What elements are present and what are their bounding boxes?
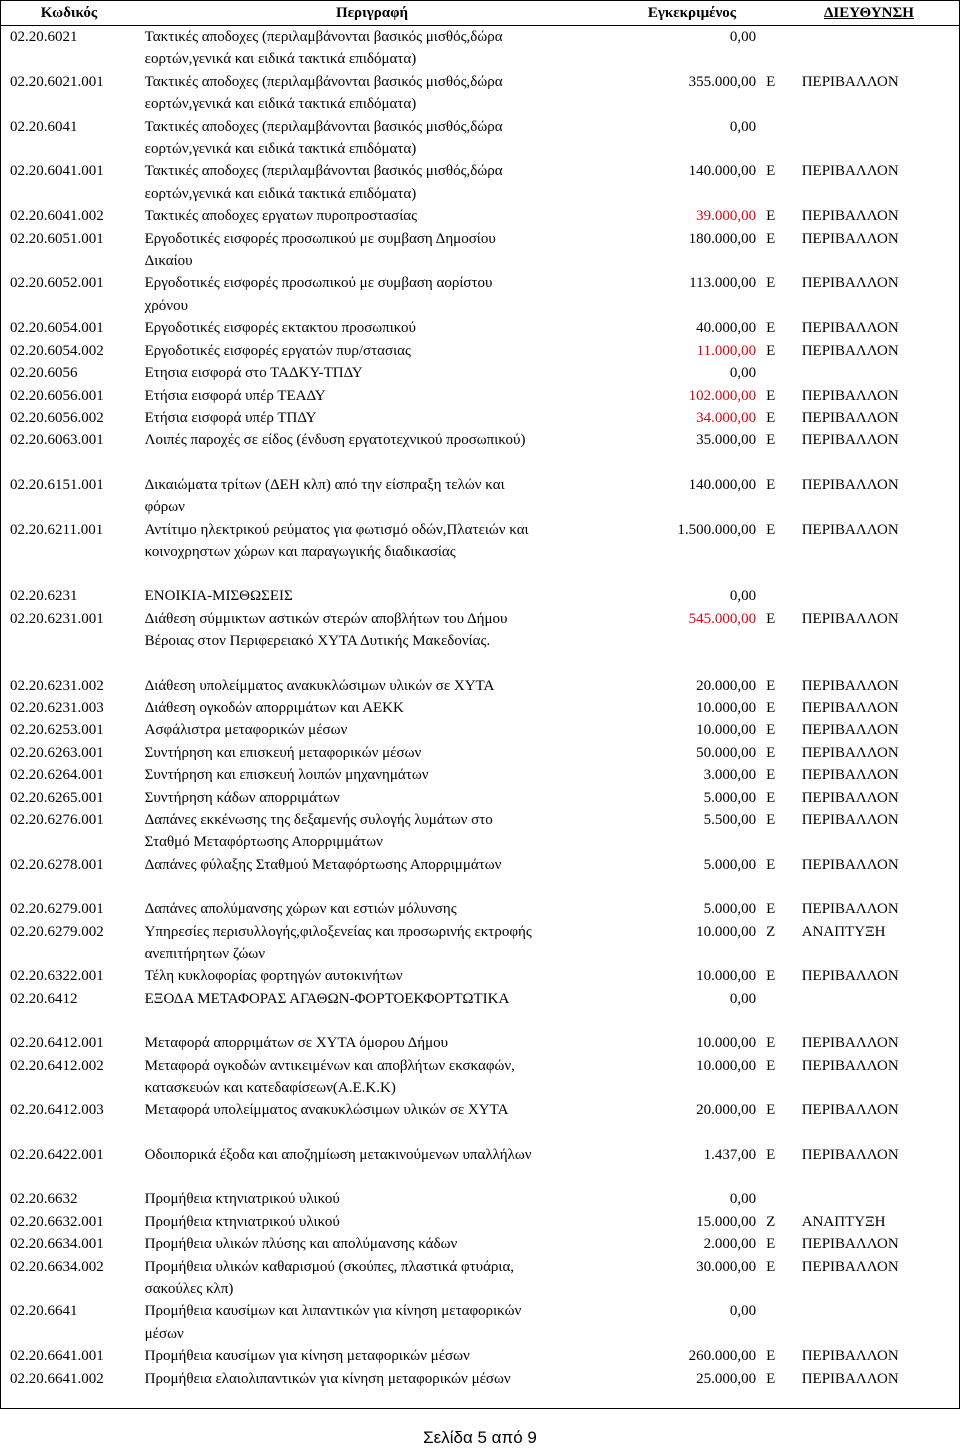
account-code: 02.20.6041: [10, 118, 78, 135]
account-description: Μεταφορά υπολείμματος ανακυκλώσιμων υλικών σε ΧΥΤΑ: [144, 1102, 509, 1119]
header-directorate: ΔΙΕΥΘΥΝΣΗ: [824, 4, 914, 21]
approved-amount: 30.000,00: [696, 1258, 757, 1275]
table-row: [0, 317, 960, 339]
account-code: 02.20.6041.001: [10, 163, 104, 180]
account-code: 02.20.6021: [10, 29, 78, 45]
directorate-letter: Ε: [766, 1146, 776, 1163]
directorate-letter: [756, 585, 802, 607]
table-row: [0, 1144, 960, 1166]
directorate-letter: Ε: [766, 230, 776, 247]
directorate-letter: Ε: [766, 699, 776, 716]
directorate-letter: Ε: [766, 722, 776, 739]
directorate-name: ΠΕΡΙΒΑΛΛΟΝ: [801, 677, 899, 694]
directorate-name: ΠΕΡΙΒΑΛΛΟΝ: [801, 320, 899, 337]
table-row: [0, 160, 960, 205]
row-spacer: [0, 653, 960, 675]
directorate-letter: Ζ: [766, 923, 776, 940]
account-description: Εργοδοτικές εισφορές εργατών πυρ/στασιας: [144, 342, 411, 359]
account-description: Συντήρηση κάδων απορριμάτων: [144, 789, 340, 806]
account-description: Προμήθεια καυσίμων και λιπαντικών για κίνηση μεταφορικών μέσων: [144, 1303, 522, 1342]
approved-amount: 40.000,00: [696, 320, 757, 337]
directorate-letter: Ε: [766, 1348, 776, 1365]
directorate-name: ΠΕΡΙΒΑΛΛΟΝ: [801, 1236, 899, 1253]
table-row: [0, 697, 960, 719]
table-row: [0, 1211, 960, 1233]
table-row: [0, 787, 960, 809]
directorate-name: [802, 988, 960, 1010]
directorate-name: ΠΕΡΙΒΑΛΛΟΝ: [801, 856, 899, 873]
directorate-name: ΠΕΡΙΒΑΛΛΟΝ: [801, 163, 899, 180]
account-description: Προμήθεια υλικών καθαρισμού (σκούπες, πλαστικά φτυάρια, σακούλες κλπ): [144, 1258, 515, 1297]
table-row: [0, 205, 960, 227]
account-code: 02.20.6231: [10, 588, 78, 605]
directorate-name: [802, 116, 960, 161]
account-code: 02.20.6412: [10, 990, 78, 1007]
directorate-name: ΠΕΡΙΒΑΛΛΟΝ: [801, 230, 899, 247]
table-row: [0, 385, 960, 407]
account-description: Ετήσια εισφορά υπέρ ΤΕΑΔΥ: [144, 387, 326, 404]
account-description: Προμήθεια κτηνιατρικού υλικού: [144, 1191, 340, 1208]
table-row: [0, 608, 960, 653]
approved-amount: 140.000,00: [688, 476, 757, 493]
directorate-letter: Ε: [766, 812, 776, 828]
header-description: Περιγραφή: [335, 4, 409, 21]
account-code: 02.20.6279.001: [10, 901, 104, 918]
table-row: [0, 764, 960, 786]
account-code: 02.20.6253.001: [10, 722, 104, 739]
account-description: Τακτικές αποδοχες (περιλαμβάνονται βασικός μισθός,δώρα εορτών,γενικά και ειδικά τακτικά επιδόματα): [144, 73, 503, 113]
approved-amount: 0,00: [729, 1303, 757, 1320]
directorate-letter: Ε: [766, 1258, 776, 1275]
directorate-letter: Ε: [766, 677, 776, 694]
account-code: 02.20.6632: [10, 1191, 78, 1208]
approved-amount: 1.500.000,00: [677, 521, 757, 538]
account-code: 02.20.6052.001: [10, 275, 104, 292]
account-code: 02.20.6278.001: [10, 856, 104, 873]
approved-amount: 1.437,00: [703, 1146, 757, 1163]
account-description: Προμήθεια ελαιολιπαντικών για κίνηση μεταφορικών μέσων: [144, 1370, 511, 1387]
approved-amount: 10.000,00: [696, 699, 757, 716]
directorate-letter: Ε: [766, 163, 776, 180]
table-row: [0, 1368, 960, 1390]
account-description: ΕΝΟΙΚΙΑ-ΜΙΣΘΩΣΕΙΣ: [144, 588, 293, 605]
table-row: [0, 898, 960, 920]
row-spacer: [0, 1010, 960, 1032]
account-code: 02.20.6322.001: [10, 968, 104, 985]
approved-amount: 50.000,00: [696, 744, 757, 761]
account-code: 02.20.6231.001: [10, 610, 104, 627]
account-code: 02.20.6054.001: [10, 320, 104, 337]
table-border-bottom: [0, 1408, 960, 1409]
account-code: 02.20.6279.002: [10, 923, 104, 940]
directorate-letter: Ε: [766, 476, 776, 493]
account-code: 02.20.6412.003: [10, 1102, 104, 1119]
table-row: [0, 26, 960, 71]
directorate-name: ΠΕΡΙΒΑΛΛΟΝ: [801, 744, 899, 761]
table-row: [0, 921, 960, 966]
account-code: 02.20.6056: [10, 365, 78, 382]
directorate-name: ΠΕΡΙΒΑΛΛΟΝ: [801, 699, 899, 716]
directorate-name: ΠΕΡΙΒΑΛΛΟΝ: [801, 208, 899, 225]
table-row: [0, 1233, 960, 1255]
account-description: ΕΞΟΔΑ ΜΕΤΑΦΟΡΑΣ ΑΓΑΘΩΝ-ΦΟΡΤΟΕΚΦΟΡΤΩΤΙΚΑ: [144, 990, 510, 1007]
account-code: 02.20.6264.001: [10, 767, 104, 784]
table-body: [0, 26, 960, 1390]
account-description: Ετήσια εισφορά υπέρ ΤΠΔΥ: [144, 409, 317, 426]
directorate-name: [802, 26, 960, 71]
directorate-letter: Ε: [766, 789, 776, 806]
account-code: 02.20.6265.001: [10, 789, 104, 806]
account-code: 02.20.6056.001: [10, 387, 104, 404]
account-description: Τακτικές αποδοχες εργατων πυροπροστασίας: [144, 208, 418, 225]
account-code: 02.20.6412.001: [10, 1035, 104, 1052]
header-code: Κωδικός: [40, 4, 98, 21]
directorate-letter: Ε: [766, 744, 776, 761]
header-approved: Εγκεκριμένος: [647, 4, 737, 21]
account-description: Αντίτιμο ηλεκτρικού ρεύματος για φωτισμό οδών,Πλατειών και κοινοχρηστων χώρων και παραγωγικής διαδικασίας: [144, 521, 529, 560]
table-row: [0, 1345, 960, 1367]
account-code: 02.20.6211.001: [10, 521, 104, 538]
directorate-name: ΠΕΡΙΒΑΛΛΟΝ: [801, 1057, 899, 1074]
table-row: [0, 675, 960, 697]
directorate-name: ΠΕΡΙΒΑΛΛΟΝ: [801, 342, 899, 359]
directorate-name: ΠΕΡΙΒΑΛΛΟΝ: [801, 409, 899, 426]
account-description: Τακτικές αποδοχες (περιλαμβάνονται βασικός μισθός,δώρα εορτών,γενικά και ειδικά τακτικά επιδόματα): [144, 163, 503, 202]
account-code: 02.20.6051.001: [10, 230, 104, 247]
approved-amount: 260.000,00: [688, 1348, 757, 1365]
account-description: Συντήρηση και επισκευή λοιπών μηχανημάτων: [144, 767, 429, 784]
account-description: Ετησια εισφορά στο ΤΑΔΚΥ-ΤΠΔΥ: [144, 365, 363, 382]
directorate-letter: Ε: [766, 1102, 776, 1119]
directorate-name: [802, 1300, 960, 1345]
account-description: Υπηρεσίες περισυλλογής,φιλοξενείας και προσωρινής εκτροφής ανεπιτήρητων ζώων: [144, 923, 532, 963]
approved-amount: 0,00: [729, 118, 757, 135]
account-description: Δικαιώματα τρίτων (ΔΕΗ κλπ) από την είσπραξη τελών και φόρων: [144, 476, 505, 516]
account-description: Διάθεση σύμμικτων αστικών στερών αποβλήτων του Δήμου Βέροιας στον Περιφερειακό ΧΥΤΑ Δυτικής Μακεδονίας.: [144, 610, 508, 650]
directorate-letter: Ε: [766, 432, 776, 449]
directorate-name: ΠΕΡΙΒΑΛΛΟΝ: [801, 432, 899, 449]
directorate-letter: Ε: [766, 610, 776, 627]
approved-amount: 0,00: [729, 990, 757, 1007]
account-code: 02.20.6151.001: [10, 476, 104, 493]
directorate-letter: Ε: [766, 767, 776, 784]
directorate-letter: Ε: [766, 320, 776, 337]
approved-amount: 11.000,00: [696, 342, 757, 359]
account-code: 02.20.6041.002: [10, 208, 104, 225]
table-row: [0, 116, 960, 161]
table-row: [0, 272, 960, 317]
table-row: [0, 854, 960, 876]
approved-amount: 10.000,00: [696, 968, 757, 985]
account-description: Προμήθεια κτηνιατρικού υλικού: [144, 1213, 340, 1230]
approved-amount: 20.000,00: [696, 1102, 757, 1119]
account-code: 02.20.6641.002: [10, 1370, 104, 1387]
table-row: [0, 965, 960, 987]
table-row: [0, 1300, 960, 1345]
directorate-letter: Ε: [766, 208, 776, 225]
directorate-name: ΠΕΡΙΒΑΛΛΟΝ: [801, 812, 899, 828]
table-row: [0, 1256, 960, 1301]
account-code: 02.20.6632.001: [10, 1213, 104, 1230]
row-spacer: [0, 1122, 960, 1144]
directorate-letter: Ε: [766, 901, 776, 918]
directorate-letter: Ζ: [766, 1213, 776, 1230]
account-code: 02.20.6276.001: [10, 812, 104, 828]
directorate-letter: [756, 26, 802, 71]
account-description: Διάθεση υπολείμματος ανακυκλώσιμων υλικών σε ΧΥΤΑ: [144, 677, 495, 694]
account-description: Δαπάνες φύλαξης Σταθμού Μεταφόρτωσης Απορριμμάτων: [144, 856, 502, 873]
account-code: 02.20.6641: [10, 1303, 78, 1320]
directorate-name: ΠΕΡΙΒΑΛΛΟΝ: [801, 1258, 899, 1275]
approved-amount: 34.000,00: [696, 409, 757, 426]
account-description: Εργοδοτικές εισφορές προσωπικού με συμβαση Δημοσίου Δικαίου: [144, 230, 496, 270]
approved-amount: 0,00: [729, 365, 757, 382]
approved-amount: 10.000,00: [696, 722, 757, 739]
row-spacer: [0, 452, 960, 474]
approved-amount: 0,00: [729, 29, 757, 45]
approved-amount: 20.000,00: [696, 677, 757, 694]
directorate-name: ΑΝΑΠΤΥΞΗ: [801, 1213, 886, 1230]
directorate-letter: Ε: [766, 968, 776, 985]
page-number: Σελίδα 5 από 9: [423, 1428, 537, 1447]
account-description: Εργοδοτικές εισφορές εκτακτου προσωπικού: [144, 320, 416, 337]
account-code: 02.20.6231.002: [10, 677, 104, 694]
directorate-letter: Ε: [766, 1370, 776, 1387]
approved-amount: 3.000,00: [703, 767, 757, 784]
table-row: [0, 474, 960, 519]
directorate-name: ΑΝΑΠΤΥΞΗ: [801, 923, 886, 940]
directorate-letter: [756, 116, 802, 161]
table-row: [0, 340, 960, 362]
account-code: 02.20.6231.003: [10, 699, 104, 716]
account-code: 02.20.6412.002: [10, 1057, 104, 1074]
directorate-letter: Ε: [766, 1057, 776, 1074]
directorate-letter: Ε: [766, 73, 776, 90]
account-description: Διάθεση ογκοδών απορριμάτων και ΑΕΚΚ: [144, 699, 404, 716]
directorate-name: ΠΕΡΙΒΑΛΛΟΝ: [801, 1102, 899, 1119]
approved-amount: 140.000,00: [688, 163, 757, 180]
directorate-name: ΠΕΡΙΒΑΛΛΟΝ: [801, 610, 899, 627]
directorate-letter: Ε: [766, 521, 776, 538]
table-row: [0, 742, 960, 764]
account-description: Τακτικές αποδοχες (περιλαμβάνονται βασικός μισθός,δώρα εορτών,γενικά και ειδικά τακτικά επιδόματα): [144, 29, 503, 68]
approved-amount: 39.000,00: [696, 208, 757, 225]
row-spacer: [0, 876, 960, 898]
row-spacer: [0, 1166, 960, 1188]
account-description: Συντήρηση και επισκευή μεταφορικών μέσων: [144, 744, 422, 761]
account-description: Μεταφορά απορριμάτων σε ΧΥΤΑ όμορου Δήμου: [144, 1035, 449, 1052]
table-header: [0, 0, 960, 26]
approved-amount: 35.000,00: [696, 432, 757, 449]
approved-amount: 10.000,00: [696, 1035, 757, 1052]
directorate-name: ΠΕΡΙΒΑΛΛΟΝ: [801, 73, 899, 90]
table-row: [0, 1188, 960, 1210]
approved-amount: 180.000,00: [688, 230, 757, 247]
table-row: [0, 809, 960, 854]
table-row: [0, 585, 960, 607]
directorate-letter: Ε: [766, 342, 776, 359]
directorate-letter: [756, 988, 802, 1010]
directorate-letter: [756, 1300, 802, 1345]
account-description: Τακτικές αποδοχες (περιλαμβάνονται βασικός μισθός,δώρα εορτών,γενικά και ειδικά τακτικά επιδόματα): [144, 118, 503, 158]
approved-amount: 5.000,00: [703, 789, 757, 806]
account-code: 02.20.6634.001: [10, 1236, 104, 1253]
account-description: Μεταφορά ογκοδών αντικειμένων και αποβλήτων εκσκαφών, κατασκευών και κατεδαφίσεων(Α.Ε.Κ.Κ): [144, 1057, 515, 1097]
directorate-name: ΠΕΡΙΒΑΛΛΟΝ: [801, 1348, 899, 1365]
directorate-letter: [756, 1188, 802, 1210]
directorate-letter: Ε: [766, 387, 776, 404]
account-description: Λοιπές παροχές σε είδος (ένδυση εργατοτεχνικού προσωπικού): [144, 432, 526, 449]
row-spacer: [0, 563, 960, 585]
table-row: [0, 988, 960, 1010]
table-row: [0, 71, 960, 116]
approved-amount: 5.000,00: [703, 856, 757, 873]
account-code: 02.20.6063.001: [10, 432, 104, 449]
account-code: 02.20.6263.001: [10, 744, 104, 761]
directorate-name: ΠΕΡΙΒΑΛΛΟΝ: [801, 968, 899, 985]
directorate-name: [802, 585, 960, 607]
table-row: [0, 429, 960, 451]
account-description: Δαπάνες εκκένωσης της δεξαμενής συλογής λυμάτων στο Σταθμό Μεταφόρτωσης Απορριμμάτων: [144, 812, 493, 851]
table-row: [0, 1055, 960, 1100]
account-description: Τέλη κυκλοφορίας φορτηγών αυτοκινήτων: [144, 968, 403, 985]
directorate-letter: Ε: [766, 409, 776, 426]
approved-amount: 5.500,00: [703, 812, 757, 828]
directorate-letter: [756, 362, 802, 384]
approved-amount: 0,00: [729, 588, 757, 605]
directorate-name: ΠΕΡΙΒΑΛΛΟΝ: [801, 722, 899, 739]
approved-amount: 102.000,00: [688, 387, 757, 404]
account-code: 02.20.6021.001: [10, 73, 104, 90]
approved-amount: 355.000,00: [688, 73, 757, 90]
approved-amount: 0,00: [729, 1191, 757, 1208]
account-description: Δαπάνες απολύμανσης χώρων και εστιών μόλυνσης: [144, 901, 457, 918]
table-row: [0, 407, 960, 429]
directorate-name: ΠΕΡΙΒΑΛΛΟΝ: [801, 767, 899, 784]
account-description: Ασφάλιστρα μεταφορικών μέσων: [144, 722, 348, 739]
approved-amount: 10.000,00: [696, 1057, 757, 1074]
table-border-top: [0, 0, 960, 1]
account-description: Προμήθεια καυσίμων για κίνηση μεταφορικών μέσων: [144, 1348, 470, 1365]
directorate-name: ΠΕΡΙΒΑΛΛΟΝ: [801, 1035, 899, 1052]
account-code: 02.20.6634.002: [10, 1258, 104, 1275]
approved-amount: 25.000,00: [696, 1370, 757, 1387]
approved-amount: 10.000,00: [696, 923, 757, 940]
approved-amount: 2.000,00: [703, 1236, 757, 1253]
directorate-letter: Ε: [766, 275, 776, 292]
approved-amount: 5.000,00: [703, 901, 757, 918]
approved-amount: 545.000,00: [688, 610, 757, 627]
directorate-name: ΠΕΡΙΒΑΛΛΟΝ: [801, 901, 899, 918]
directorate-name: [802, 1188, 960, 1210]
directorate-name: ΠΕΡΙΒΑΛΛΟΝ: [801, 521, 899, 538]
account-description: Προμήθεια υλικών πλύσης και απολύμανσης κάδων: [144, 1236, 458, 1253]
table-row: [0, 1099, 960, 1121]
account-description: Εργοδοτικές εισφορές προσωπικού με συμβαση αορίστου χρόνου: [144, 275, 493, 314]
approved-amount: 15.000,00: [696, 1213, 757, 1230]
table-row: [0, 519, 960, 564]
table-row: [0, 719, 960, 741]
account-code: 02.20.6056.002: [10, 409, 104, 426]
directorate-letter: Ε: [766, 1035, 776, 1052]
directorate-name: ΠΕΡΙΒΑΛΛΟΝ: [801, 1370, 899, 1387]
table-row: [0, 228, 960, 273]
directorate-name: [802, 362, 960, 384]
account-description: Οδοιπορικά έξοδα και αποζημίωση μετακινούμενων υπαλλήλων: [144, 1146, 532, 1163]
account-code: 02.20.6054.002: [10, 342, 104, 359]
account-code: 02.20.6422.001: [10, 1146, 104, 1163]
approved-amount: 113.000,00: [689, 275, 757, 292]
directorate-name: ΠΕΡΙΒΑΛΛΟΝ: [801, 275, 899, 292]
directorate-name: ΠΕΡΙΒΑΛΛΟΝ: [801, 789, 899, 806]
directorate-name: ΠΕΡΙΒΑΛΛΟΝ: [801, 387, 899, 404]
directorate-letter: Ε: [766, 856, 776, 873]
table-row: [0, 1032, 960, 1054]
directorate-name: ΠΕΡΙΒΑΛΛΟΝ: [801, 476, 899, 493]
directorate-name: ΠΕΡΙΒΑΛΛΟΝ: [801, 1146, 899, 1163]
table-row: [0, 362, 960, 384]
directorate-letter: Ε: [766, 1236, 776, 1253]
account-code: 02.20.6641.001: [10, 1348, 104, 1365]
